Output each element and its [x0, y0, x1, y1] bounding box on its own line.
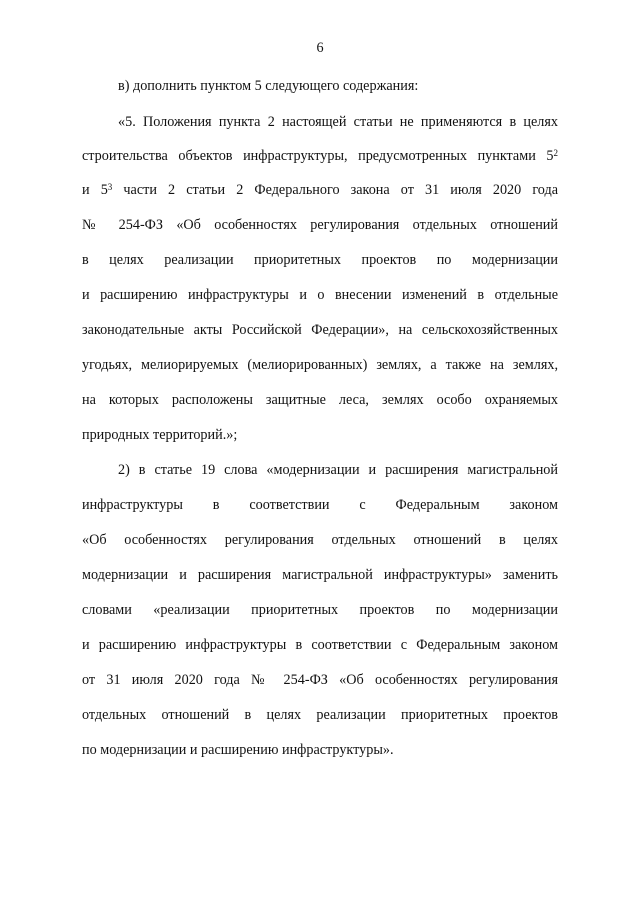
text-line-19: отдельных отношений в целях реализации приоритетных проектов [82, 707, 558, 723]
text-line-20: по модернизации и расширению инфраструктуры». [82, 742, 394, 758]
page-number: 6 [316, 40, 324, 56]
text-line-1: в) дополнить пунктом 5 следующего содержания: [118, 78, 419, 94]
superscript-2: 2 [553, 148, 558, 158]
superscript-3: 3 [107, 182, 113, 192]
text-line-7: и расширению инфраструктуры и о внесении изменений в отдельные [82, 287, 558, 303]
text-line-11: природных территорий.»; [82, 427, 238, 443]
text-line-8: законодательные акты Российской Федерации», на сельскохозяйственных [82, 322, 558, 338]
text-line-4-start: и 5 [82, 182, 108, 198]
text-line-18: от 31 июля 2020 года № 254-ФЗ «Об особенностях регулирования [82, 672, 558, 688]
text-line-17: и расширению инфраструктуры в соответствии с Федеральным законом [82, 637, 558, 653]
text-line-6: в целях реализации приоритетных проектов по модернизации [82, 252, 558, 268]
text-line-14: «Об особенностях регулирования отдельных отношений в целях [82, 532, 558, 548]
text-line-9: угодьях, мелиорируемых (мелиорированных) землях, а также на землях, [82, 357, 558, 373]
text-line-16: словами «реализации приоритетных проектов по модернизации [82, 602, 558, 618]
text-line-3 [82, 146, 558, 166]
text-line-12: 2) в статье 19 слова «модернизации и расширения магистральной [118, 462, 558, 478]
text-line-15: модернизации и расширения магистральной инфраструктуры» заменить [82, 567, 558, 583]
text-line-4-rest: части 2 статьи 2 Федерального закона от 31 июля 2020 года [112, 182, 558, 198]
text-line-10: на которых расположены защитные леса, землях особо охраняемых [82, 392, 558, 408]
text-line-3-main: строительства объектов инфраструктуры, предусмотренных пунктами 5 [82, 148, 554, 164]
text-line-5: № 254-ФЗ «Об особенностях регулирования отдельных отношений [82, 217, 558, 233]
text-line-4 [82, 180, 558, 200]
text-line-13: инфраструктуры в соответствии с Федеральным законом [82, 497, 558, 513]
text-line-2: «5. Положения пункта 2 настоящей статьи не применяются в целях [118, 114, 558, 130]
